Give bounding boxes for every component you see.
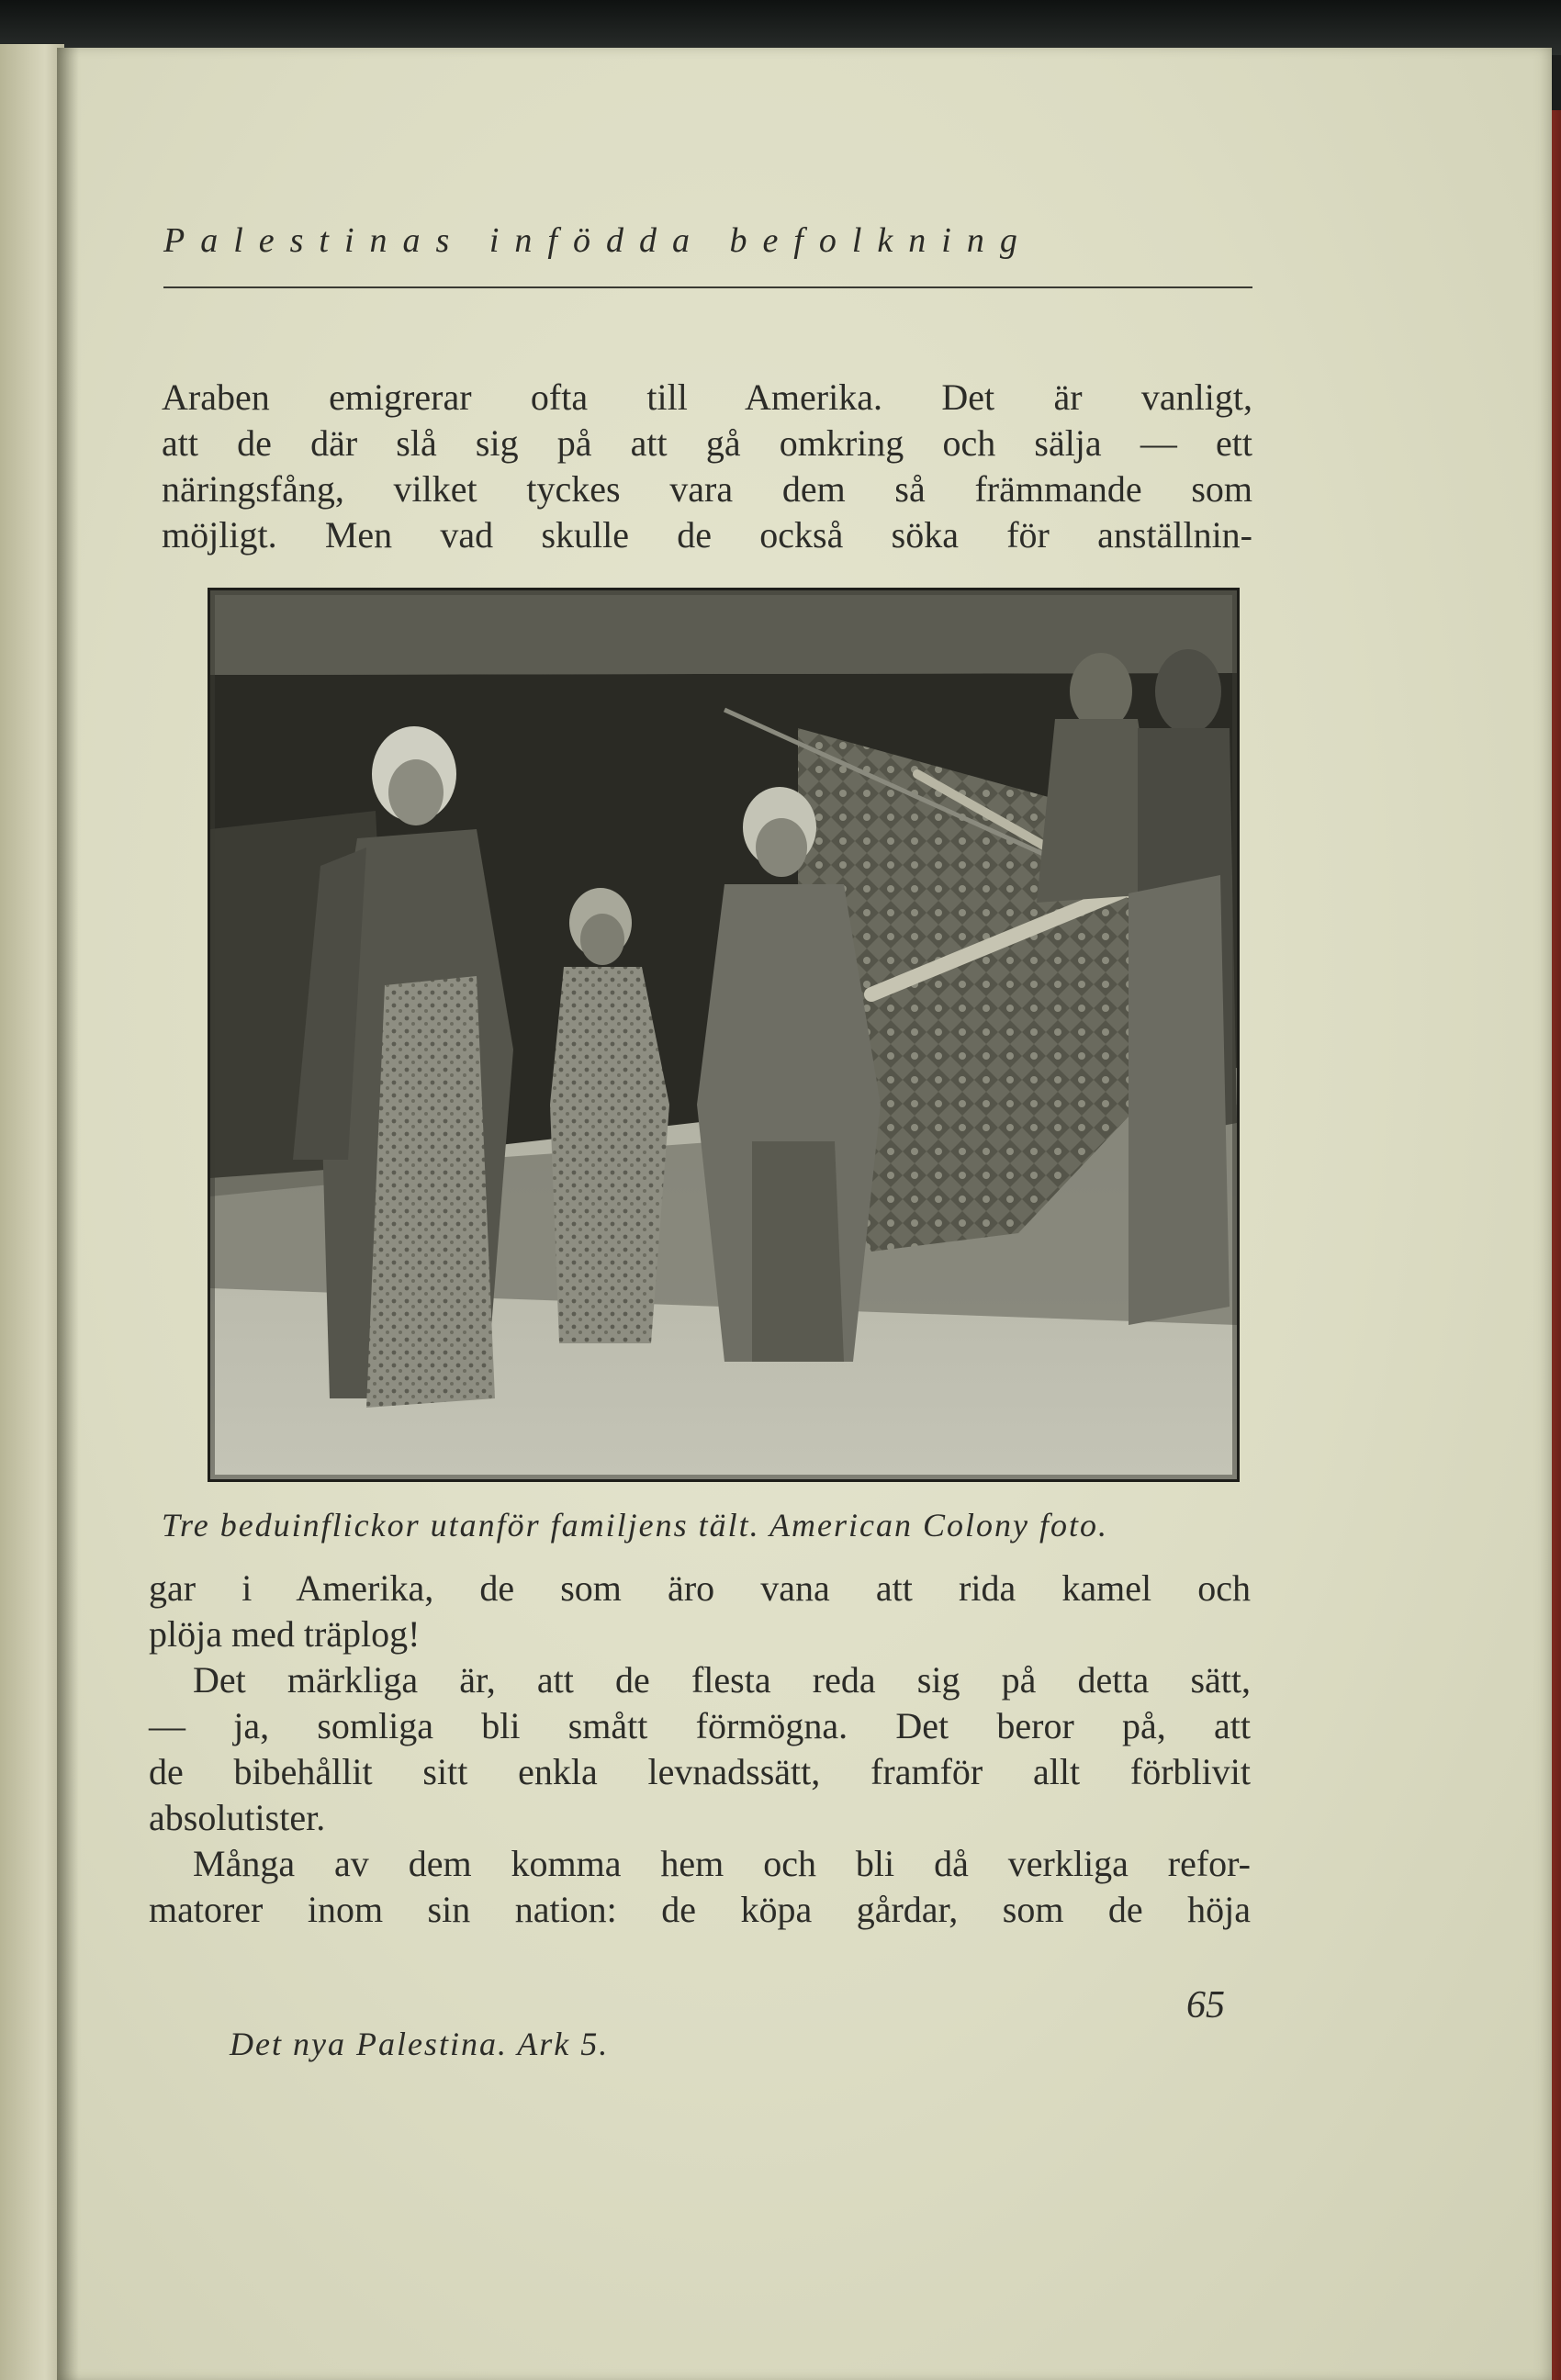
text-line: Det märkliga är, att de flesta reda sig på detta sätt, <box>193 1659 1251 1701</box>
backdrop <box>0 0 1561 55</box>
figure-caption: Tre beduinflickor utanför familjens tält. American Colony foto. <box>162 1507 1108 1544</box>
running-head: Palestinas infödda befolkning <box>163 221 1033 260</box>
bedouin-girls-photo <box>210 590 1237 1479</box>
text-line: matorer inom sin nation: de köpa gårdar, som de höja <box>149 1889 1251 1930</box>
text-line: absolutister. <box>149 1797 326 1838</box>
text-line: Många av dem komma hem och bli då verkliga refor- <box>193 1843 1251 1884</box>
header-rule <box>163 286 1252 288</box>
page-number: 65 <box>1186 1984 1225 2026</box>
text-line: — ja, somliga bli smått förmögna. Det beror på, att <box>149 1705 1251 1746</box>
text-line: de bibehållit sitt enkla levnadssätt, framför allt förblivit <box>149 1751 1251 1792</box>
text-line: att de där slå sig på att gå omkring och sälja — ett <box>162 422 1252 464</box>
text-line: plöja med träplog! <box>149 1613 421 1655</box>
text-line: näringsfång, vilket tyckes vara dem så främmande som <box>162 468 1252 510</box>
paragraph-top <box>162 375 1252 558</box>
facing-page-edge <box>0 44 64 2380</box>
signature-mark: Det nya Palestina. Ark 5. <box>230 2026 610 2062</box>
text-line: gar i Amerika, de som äro vana att rida kamel och <box>149 1567 1251 1609</box>
page-gutter-shadow <box>57 48 79 2380</box>
text-line: Araben emigrerar ofta till Amerika. Det är vanligt, <box>162 376 1252 418</box>
photograph <box>208 588 1240 1482</box>
text-line: möjligt. Men vad skulle de också söka för anställnin- <box>162 514 1252 556</box>
paragraph-bottom <box>149 1566 1251 1933</box>
